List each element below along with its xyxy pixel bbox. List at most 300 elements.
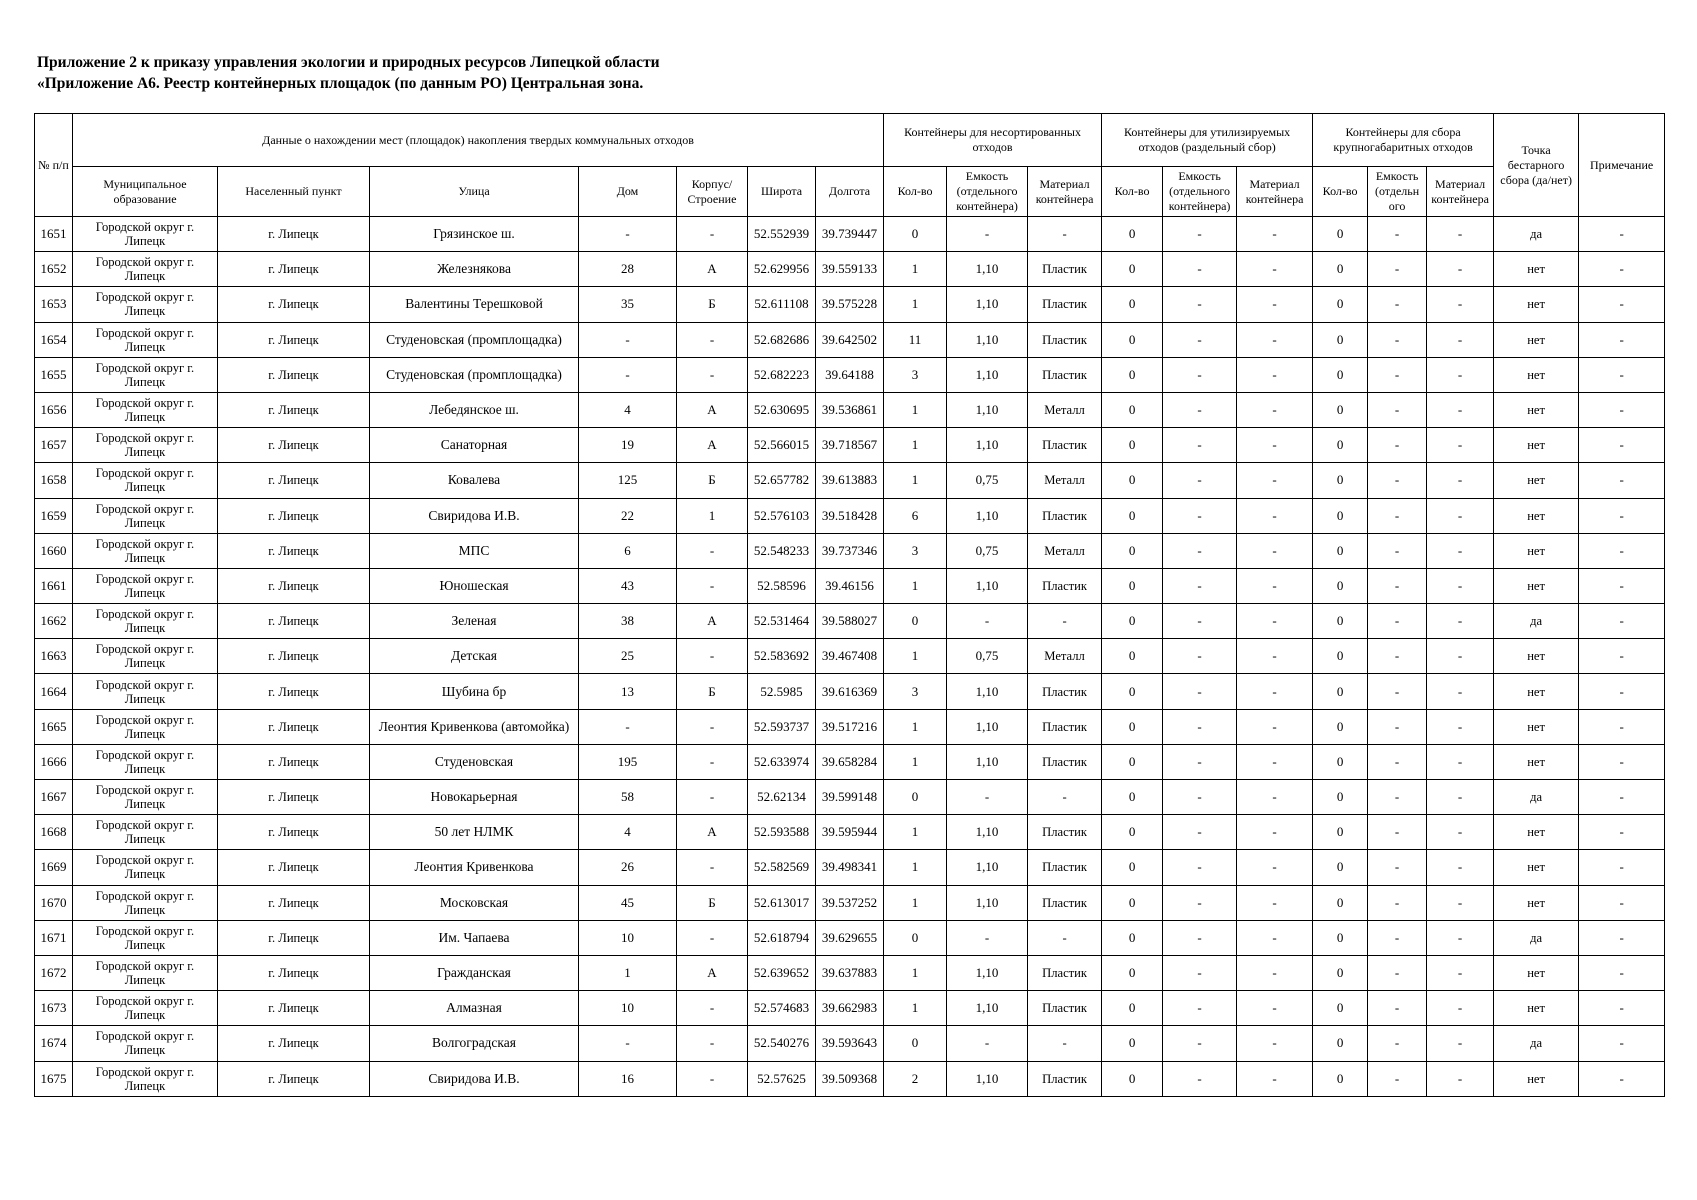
unsorted-capacity-cell: 1,10	[947, 322, 1028, 357]
bulky-capacity-cell: -	[1368, 357, 1427, 392]
recyclable-count-cell: 0	[1102, 252, 1163, 287]
bulky-count-cell: 0	[1313, 991, 1368, 1026]
municipality-cell: Городской округ г. Липецк	[73, 428, 218, 463]
bulky-capacity-cell: -	[1368, 217, 1427, 252]
row-number: 1657	[35, 428, 73, 463]
bulky-material-cell: -	[1427, 533, 1494, 568]
bulky-capacity-cell: -	[1368, 885, 1427, 920]
building-cell: 1	[677, 498, 748, 533]
recyclable-material-cell: -	[1237, 252, 1313, 287]
longitude-cell: 39.536861	[816, 392, 884, 427]
header-unsorted-capacity: Емкость (отдельного контейнера)	[947, 167, 1028, 217]
note-cell: -	[1579, 1026, 1665, 1061]
building-cell: -	[677, 709, 748, 744]
bulky-capacity-cell: -	[1368, 568, 1427, 603]
unsorted-material-cell: Пластик	[1028, 955, 1102, 990]
note-cell: -	[1579, 252, 1665, 287]
street-cell: Леонтия Кривенкова (автомойка)	[370, 709, 579, 744]
bulky-count-cell: 0	[1313, 639, 1368, 674]
bulky-capacity-cell: -	[1368, 252, 1427, 287]
unsorted-material-cell: Пластик	[1028, 744, 1102, 779]
longitude-cell: 39.517216	[816, 709, 884, 744]
municipality-cell: Городской округ г. Липецк	[73, 1026, 218, 1061]
street-cell: Железнякова	[370, 252, 579, 287]
unsorted-capacity-cell: 1,10	[947, 498, 1028, 533]
recyclable-count-cell: 0	[1102, 709, 1163, 744]
unsorted-count-cell: 0	[884, 604, 947, 639]
latitude-cell: 52.629956	[748, 252, 816, 287]
unsorted-material-cell: Пластик	[1028, 850, 1102, 885]
note-cell: -	[1579, 991, 1665, 1026]
header-municipality: Муниципальное образование	[73, 167, 218, 217]
note-cell: -	[1579, 850, 1665, 885]
unsorted-count-cell: 0	[884, 217, 947, 252]
street-cell: 50 лет НЛМК	[370, 815, 579, 850]
building-cell: Б	[677, 463, 748, 498]
street-cell: Студеновская	[370, 744, 579, 779]
settlement-cell: г. Липецк	[218, 217, 370, 252]
note-cell: -	[1579, 780, 1665, 815]
recyclable-count-cell: 0	[1102, 885, 1163, 920]
municipality-cell: Городской округ г. Липецк	[73, 920, 218, 955]
bulky-material-cell: -	[1427, 392, 1494, 427]
unsorted-capacity-cell: -	[947, 1026, 1028, 1061]
recyclable-count-cell: 0	[1102, 533, 1163, 568]
bagless-cell: нет	[1494, 428, 1579, 463]
unsorted-material-cell: -	[1028, 920, 1102, 955]
header-num: № п/п	[35, 114, 73, 217]
note-cell: -	[1579, 217, 1665, 252]
bulky-count-cell: 0	[1313, 392, 1368, 427]
recyclable-count-cell: 0	[1102, 780, 1163, 815]
table-row	[35, 744, 1665, 779]
house-cell: 22	[579, 498, 677, 533]
recyclable-capacity-cell: -	[1163, 392, 1237, 427]
settlement-cell: г. Липецк	[218, 428, 370, 463]
municipality-cell: Городской округ г. Липецк	[73, 850, 218, 885]
unsorted-count-cell: 6	[884, 498, 947, 533]
bulky-material-cell: -	[1427, 357, 1494, 392]
unsorted-capacity-cell: 1,10	[947, 885, 1028, 920]
municipality-cell: Городской округ г. Липецк	[73, 252, 218, 287]
unsorted-capacity-cell: 1,10	[947, 1061, 1028, 1096]
bagless-cell: да	[1494, 604, 1579, 639]
street-cell: Грязинское ш.	[370, 217, 579, 252]
row-number: 1659	[35, 498, 73, 533]
house-cell: 4	[579, 815, 677, 850]
note-cell: -	[1579, 639, 1665, 674]
longitude-cell: 39.588027	[816, 604, 884, 639]
bulky-material-cell: -	[1427, 498, 1494, 533]
settlement-cell: г. Липецк	[218, 1061, 370, 1096]
house-cell: -	[579, 709, 677, 744]
bulky-count-cell: 0	[1313, 428, 1368, 463]
row-number: 1662	[35, 604, 73, 639]
bulky-material-cell: -	[1427, 217, 1494, 252]
bulky-material-cell: -	[1427, 287, 1494, 322]
table-row	[35, 568, 1665, 603]
unsorted-count-cell: 1	[884, 709, 947, 744]
house-cell: -	[579, 217, 677, 252]
recyclable-capacity-cell: -	[1163, 991, 1237, 1026]
recyclable-capacity-cell: -	[1163, 955, 1237, 990]
document-title	[37, 52, 660, 94]
bulky-count-cell: 0	[1313, 744, 1368, 779]
bulky-count-cell: 0	[1313, 252, 1368, 287]
bulky-count-cell: 0	[1313, 815, 1368, 850]
header-recyclable-material: Материал контейнера	[1237, 167, 1313, 217]
unsorted-material-cell: Пластик	[1028, 498, 1102, 533]
bagless-cell: да	[1494, 1026, 1579, 1061]
recyclable-capacity-cell: -	[1163, 744, 1237, 779]
bagless-cell: нет	[1494, 252, 1579, 287]
street-cell: Московская	[370, 885, 579, 920]
settlement-cell: г. Липецк	[218, 709, 370, 744]
header-recyclable-group: Контейнеры для утилизируемых отходов (раздельный сбор)	[1102, 114, 1313, 167]
longitude-cell: 39.616369	[816, 674, 884, 709]
street-cell: Лебедянское ш.	[370, 392, 579, 427]
building-cell: -	[677, 991, 748, 1026]
unsorted-material-cell: Металл	[1028, 639, 1102, 674]
unsorted-material-cell: Пластик	[1028, 287, 1102, 322]
note-cell: -	[1579, 709, 1665, 744]
unsorted-material-cell: Пластик	[1028, 252, 1102, 287]
note-cell: -	[1579, 815, 1665, 850]
unsorted-count-cell: 3	[884, 533, 947, 568]
settlement-cell: г. Липецк	[218, 1026, 370, 1061]
unsorted-capacity-cell: 1,10	[947, 357, 1028, 392]
table-row	[35, 428, 1665, 463]
recyclable-material-cell: -	[1237, 463, 1313, 498]
bulky-count-cell: 0	[1313, 287, 1368, 322]
bulky-capacity-cell: -	[1368, 639, 1427, 674]
row-number: 1661	[35, 568, 73, 603]
bulky-count-cell: 0	[1313, 533, 1368, 568]
bulky-count-cell: 0	[1313, 780, 1368, 815]
latitude-cell: 52.593737	[748, 709, 816, 744]
note-cell: -	[1579, 287, 1665, 322]
table-row	[35, 885, 1665, 920]
longitude-cell: 39.559133	[816, 252, 884, 287]
unsorted-capacity-cell: -	[947, 920, 1028, 955]
table-row	[35, 1061, 1665, 1096]
unsorted-count-cell: 0	[884, 1026, 947, 1061]
row-number: 1670	[35, 885, 73, 920]
recyclable-capacity-cell: -	[1163, 1061, 1237, 1096]
street-cell: Санаторная	[370, 428, 579, 463]
municipality-cell: Городской округ г. Липецк	[73, 674, 218, 709]
latitude-cell: 52.611108	[748, 287, 816, 322]
table-row	[35, 850, 1665, 885]
municipality-cell: Городской округ г. Липецк	[73, 604, 218, 639]
building-cell: -	[677, 1026, 748, 1061]
street-cell: Им. Чапаева	[370, 920, 579, 955]
latitude-cell: 52.566015	[748, 428, 816, 463]
longitude-cell: 39.593643	[816, 1026, 884, 1061]
header-house: Дом	[579, 167, 677, 217]
unsorted-count-cell: 1	[884, 815, 947, 850]
unsorted-capacity-cell: 1,10	[947, 568, 1028, 603]
street-cell: Ковалева	[370, 463, 579, 498]
table-row	[35, 709, 1665, 744]
row-number: 1651	[35, 217, 73, 252]
longitude-cell: 39.662983	[816, 991, 884, 1026]
bulky-capacity-cell: -	[1368, 533, 1427, 568]
header-location-group: Данные о нахождении мест (площадок) накопления твердых коммунальных отходов	[73, 114, 884, 167]
bulky-material-cell: -	[1427, 991, 1494, 1026]
recyclable-material-cell: -	[1237, 1026, 1313, 1061]
recyclable-material-cell: -	[1237, 322, 1313, 357]
unsorted-capacity-cell: 0,75	[947, 463, 1028, 498]
bulky-capacity-cell: -	[1368, 920, 1427, 955]
row-number: 1671	[35, 920, 73, 955]
table-row	[35, 287, 1665, 322]
longitude-cell: 39.737346	[816, 533, 884, 568]
bagless-cell: нет	[1494, 639, 1579, 674]
street-cell: Студеновская (промплощадка)	[370, 322, 579, 357]
title-line-2: «Приложение А6. Реестр контейнерных площадок (по данным РО) Центральная зона.	[37, 75, 644, 92]
bulky-capacity-cell: -	[1368, 674, 1427, 709]
bulky-material-cell: -	[1427, 920, 1494, 955]
longitude-cell: 39.595944	[816, 815, 884, 850]
bulky-count-cell: 0	[1313, 498, 1368, 533]
recyclable-material-cell: -	[1237, 815, 1313, 850]
recyclable-capacity-cell: -	[1163, 568, 1237, 603]
recyclable-material-cell: -	[1237, 1061, 1313, 1096]
street-cell: Леонтия Кривенкова	[370, 850, 579, 885]
bagless-cell: да	[1494, 920, 1579, 955]
settlement-cell: г. Липецк	[218, 850, 370, 885]
settlement-cell: г. Липецк	[218, 991, 370, 1026]
row-number: 1654	[35, 322, 73, 357]
bagless-cell: нет	[1494, 815, 1579, 850]
unsorted-capacity-cell: 1,10	[947, 392, 1028, 427]
building-cell: А	[677, 955, 748, 990]
street-cell: Зеленая	[370, 604, 579, 639]
unsorted-count-cell: 2	[884, 1061, 947, 1096]
table-row	[35, 604, 1665, 639]
settlement-cell: г. Липецк	[218, 744, 370, 779]
bulky-count-cell: 0	[1313, 463, 1368, 498]
bagless-cell: нет	[1494, 885, 1579, 920]
recyclable-count-cell: 0	[1102, 498, 1163, 533]
recyclable-count-cell: 0	[1102, 217, 1163, 252]
unsorted-count-cell: 3	[884, 674, 947, 709]
settlement-cell: г. Липецк	[218, 498, 370, 533]
header-bulky-group: Контейнеры для сбора крупногабаритных отходов	[1313, 114, 1494, 167]
note-cell: -	[1579, 568, 1665, 603]
municipality-cell: Городской округ г. Липецк	[73, 955, 218, 990]
bulky-capacity-cell: -	[1368, 604, 1427, 639]
recyclable-material-cell: -	[1237, 991, 1313, 1026]
house-cell: 195	[579, 744, 677, 779]
unsorted-capacity-cell: 0,75	[947, 639, 1028, 674]
house-cell: 25	[579, 639, 677, 674]
house-cell: 10	[579, 991, 677, 1026]
bulky-capacity-cell: -	[1368, 287, 1427, 322]
recyclable-count-cell: 0	[1102, 322, 1163, 357]
row-number: 1655	[35, 357, 73, 392]
table-row	[35, 322, 1665, 357]
table-row	[35, 392, 1665, 427]
bulky-material-cell: -	[1427, 639, 1494, 674]
latitude-cell: 52.630695	[748, 392, 816, 427]
latitude-cell: 52.618794	[748, 920, 816, 955]
unsorted-capacity-cell: 1,10	[947, 709, 1028, 744]
header-bulky-count: Кол-во	[1313, 167, 1368, 217]
unsorted-material-cell: Пластик	[1028, 885, 1102, 920]
bagless-cell: нет	[1494, 744, 1579, 779]
unsorted-count-cell: 1	[884, 991, 947, 1026]
building-cell: -	[677, 322, 748, 357]
recyclable-count-cell: 0	[1102, 357, 1163, 392]
recyclable-count-cell: 0	[1102, 1026, 1163, 1061]
latitude-cell: 52.5985	[748, 674, 816, 709]
note-cell: -	[1579, 498, 1665, 533]
note-cell: -	[1579, 533, 1665, 568]
recyclable-count-cell: 0	[1102, 568, 1163, 603]
recyclable-capacity-cell: -	[1163, 463, 1237, 498]
bulky-material-cell: -	[1427, 1026, 1494, 1061]
row-number: 1667	[35, 780, 73, 815]
header-unsorted-material: Материал контейнера	[1028, 167, 1102, 217]
unsorted-count-cell: 11	[884, 322, 947, 357]
bulky-capacity-cell: -	[1368, 428, 1427, 463]
unsorted-capacity-cell: 1,10	[947, 850, 1028, 885]
building-cell: -	[677, 850, 748, 885]
row-number: 1660	[35, 533, 73, 568]
latitude-cell: 52.62134	[748, 780, 816, 815]
bulky-material-cell: -	[1427, 815, 1494, 850]
note-cell: -	[1579, 674, 1665, 709]
latitude-cell: 52.633974	[748, 744, 816, 779]
unsorted-material-cell: Пластик	[1028, 1061, 1102, 1096]
street-cell: Валентины Терешковой	[370, 287, 579, 322]
bagless-cell: да	[1494, 217, 1579, 252]
row-number: 1675	[35, 1061, 73, 1096]
bulky-count-cell: 0	[1313, 568, 1368, 603]
unsorted-count-cell: 1	[884, 463, 947, 498]
house-cell: -	[579, 322, 677, 357]
header-recyclable-count: Кол-во	[1102, 167, 1163, 217]
recyclable-count-cell: 0	[1102, 639, 1163, 674]
note-cell: -	[1579, 920, 1665, 955]
street-cell: МПС	[370, 533, 579, 568]
recyclable-count-cell: 0	[1102, 815, 1163, 850]
recyclable-material-cell: -	[1237, 287, 1313, 322]
latitude-cell: 52.682686	[748, 322, 816, 357]
house-cell: 6	[579, 533, 677, 568]
unsorted-count-cell: 1	[884, 850, 947, 885]
unsorted-count-cell: 1	[884, 568, 947, 603]
recyclable-material-cell: -	[1237, 780, 1313, 815]
recyclable-capacity-cell: -	[1163, 885, 1237, 920]
settlement-cell: г. Липецк	[218, 392, 370, 427]
unsorted-count-cell: 1	[884, 639, 947, 674]
recyclable-count-cell: 0	[1102, 428, 1163, 463]
header-street: Улица	[370, 167, 579, 217]
header-unsorted-count: Кол-во	[884, 167, 947, 217]
bulky-count-cell: 0	[1313, 604, 1368, 639]
recyclable-material-cell: -	[1237, 744, 1313, 779]
building-cell: -	[677, 920, 748, 955]
settlement-cell: г. Липецк	[218, 955, 370, 990]
latitude-cell: 52.540276	[748, 1026, 816, 1061]
municipality-cell: Городской округ г. Липецк	[73, 217, 218, 252]
latitude-cell: 52.552939	[748, 217, 816, 252]
bulky-capacity-cell: -	[1368, 498, 1427, 533]
row-number: 1668	[35, 815, 73, 850]
longitude-cell: 39.629655	[816, 920, 884, 955]
header-unsorted-group: Контейнеры для несортированных отходов	[884, 114, 1102, 167]
note-cell: -	[1579, 955, 1665, 990]
table-row	[35, 463, 1665, 498]
bagless-cell: нет	[1494, 1061, 1579, 1096]
building-cell: -	[677, 533, 748, 568]
unsorted-count-cell: 1	[884, 252, 947, 287]
settlement-cell: г. Липецк	[218, 357, 370, 392]
unsorted-capacity-cell: 1,10	[947, 428, 1028, 463]
unsorted-count-cell: 1	[884, 744, 947, 779]
note-cell: -	[1579, 357, 1665, 392]
latitude-cell: 52.57625	[748, 1061, 816, 1096]
bulky-material-cell: -	[1427, 780, 1494, 815]
longitude-cell: 39.498341	[816, 850, 884, 885]
container-site-registry-table	[34, 113, 1665, 1097]
header-latitude: Широта	[748, 167, 816, 217]
longitude-cell: 39.718567	[816, 428, 884, 463]
latitude-cell: 52.548233	[748, 533, 816, 568]
municipality-cell: Городской округ г. Липецк	[73, 744, 218, 779]
table-row	[35, 955, 1665, 990]
unsorted-capacity-cell: 1,10	[947, 287, 1028, 322]
municipality-cell: Городской округ г. Липецк	[73, 709, 218, 744]
table-header	[35, 114, 1665, 217]
recyclable-count-cell: 0	[1102, 1061, 1163, 1096]
recyclable-material-cell: -	[1237, 498, 1313, 533]
settlement-cell: г. Липецк	[218, 920, 370, 955]
building-cell: Б	[677, 287, 748, 322]
bulky-count-cell: 0	[1313, 217, 1368, 252]
recyclable-capacity-cell: -	[1163, 287, 1237, 322]
longitude-cell: 39.637883	[816, 955, 884, 990]
unsorted-capacity-cell: 1,10	[947, 252, 1028, 287]
bulky-capacity-cell: -	[1368, 1061, 1427, 1096]
street-cell: Свиридова И.В.	[370, 1061, 579, 1096]
building-cell: А	[677, 604, 748, 639]
house-cell: 45	[579, 885, 677, 920]
municipality-cell: Городской округ г. Липецк	[73, 639, 218, 674]
latitude-cell: 52.593588	[748, 815, 816, 850]
recyclable-capacity-cell: -	[1163, 498, 1237, 533]
recyclable-material-cell: -	[1237, 709, 1313, 744]
street-cell: Детская	[370, 639, 579, 674]
building-cell: Б	[677, 674, 748, 709]
settlement-cell: г. Липецк	[218, 533, 370, 568]
bagless-cell: нет	[1494, 463, 1579, 498]
building-cell: -	[677, 568, 748, 603]
recyclable-count-cell: 0	[1102, 920, 1163, 955]
house-cell: 28	[579, 252, 677, 287]
house-cell: -	[579, 357, 677, 392]
table-row	[35, 991, 1665, 1026]
latitude-cell: 52.657782	[748, 463, 816, 498]
bulky-material-cell: -	[1427, 885, 1494, 920]
unsorted-capacity-cell: -	[947, 217, 1028, 252]
recyclable-capacity-cell: -	[1163, 533, 1237, 568]
table-row	[35, 920, 1665, 955]
bulky-material-cell: -	[1427, 428, 1494, 463]
